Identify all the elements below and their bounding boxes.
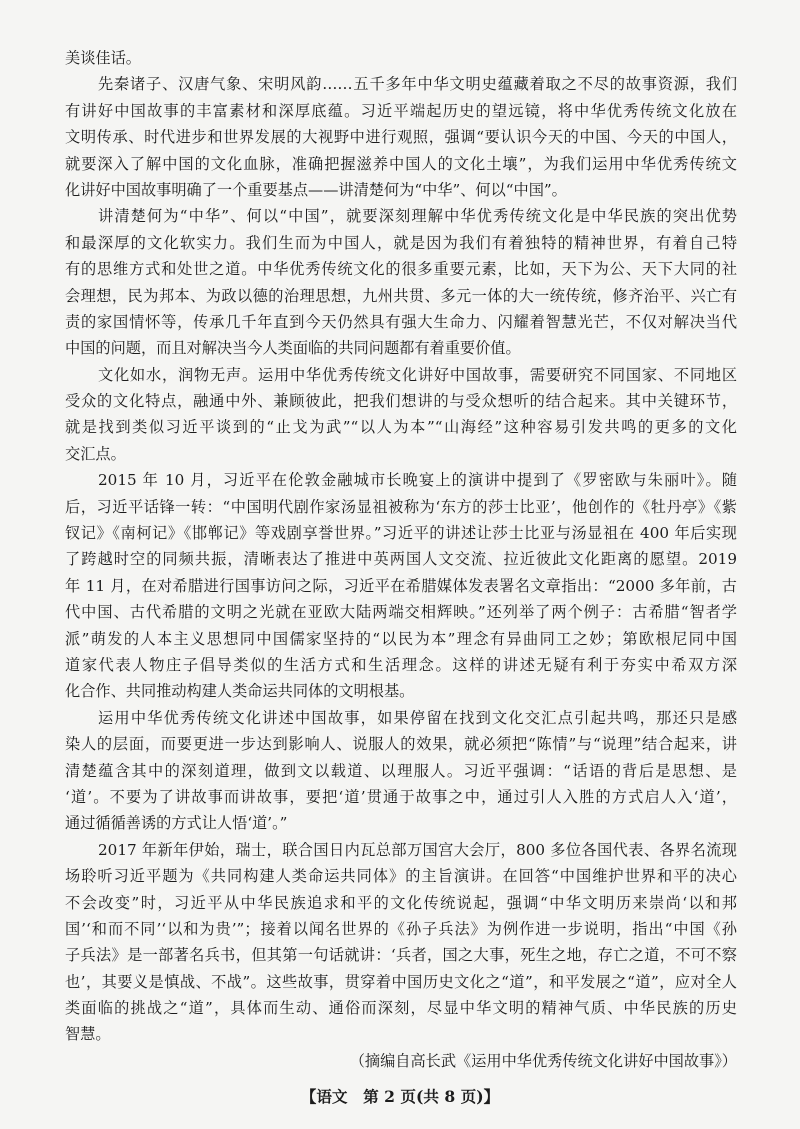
page-footer: 【语文 第 2 页(共 8 页)】 bbox=[300, 1087, 500, 1106]
text-line: 也’，其要义是慎战、不战”。这些故事，贯穿着中国历史文化之“道”，和平发展之“道”，应对全人 bbox=[65, 972, 737, 991]
text-line: 会理想，民为邦本、为政以德的治理思想，九州共贯、多元一体的大一统传统，修齐治平、兴亡有 bbox=[65, 286, 737, 305]
text-line: 类面临的挑战之“道”，具体而生动、通俗而深刻，尽显中华文明的精神气质、中华民族的历史 bbox=[65, 999, 737, 1018]
text-line: 染人的层面，而要更进一步达到影响人、说服人的效果，就必须把“陈情”与“说理”结合起来，讲 bbox=[65, 735, 737, 754]
source-citation: （摘编自高长武《运用中华优秀传统文化讲好中国故事》） bbox=[349, 1051, 737, 1070]
text-line: 后，习近平话锋一转：“中国明代剧作家汤显祖被称为‘东方的莎士比亚’，他创作的《牡丹亭》《紫 bbox=[65, 497, 737, 516]
text-line: 钗记》《南柯记》《邯郸记》等戏剧享誉世界。”习近平的讲述让莎士比亚与汤显祖在 400 年后实现 bbox=[65, 524, 737, 543]
text-line: 场聆听习近平题为《共同构建人类命运共同体》的主旨演讲。在回答“中国维护世界和平的决心 bbox=[65, 867, 737, 886]
text-line: 中国的问题，而且对解决当今人类面临的共同问题都有着重要价值。 bbox=[65, 339, 521, 358]
text-line: 了跨越时空的同频共振，清晰表达了推进中英两国人文交流、拉近彼此文化距离的愿望。2019 bbox=[65, 550, 737, 569]
text-line: 受众的文化特点，融通中外、兼顾彼此，把我们想讲的与受众想听的结合起来。其中关键环节， bbox=[65, 392, 737, 411]
paragraph bbox=[65, 71, 737, 203]
text-line: 子兵法》是一部著名兵书，但其第一句话就讲：‘兵者，国之大事，死生之地，存亡之道，不可不察 bbox=[65, 946, 737, 965]
paragraph bbox=[65, 203, 737, 361]
text-line: 运用中华优秀传统文化讲述中国故事，如果停留在找到文化交汇点引起共鸣，那还只是感 bbox=[98, 708, 737, 727]
paragraph bbox=[65, 837, 737, 1048]
text-line: 讲清楚何为“中华”、何以“中国”，就要深刻理解中华优秀传统文化是中华民族的突出优势 bbox=[98, 207, 737, 226]
text-line: 不会改变”时，习近平从中华民族追求和平的文化传统说起，强调“中华文明历来崇尚‘以和邦 bbox=[65, 893, 737, 912]
text-line: 智慧。 bbox=[65, 1025, 111, 1044]
text-line: 2015 年 10 月，习近平在伦敦金融城市长晚宴上的演讲中提到了《罗密欧与朱丽叶》。随 bbox=[98, 471, 737, 490]
text-line: 化讲好中国故事明确了一个重要基点——讲清楚何为“中华”、何以“中国”。 bbox=[65, 180, 567, 199]
text-line: 文化如水，润物无声。运用中华优秀传统文化讲好中国故事，需要研究不同国家、不同地区 bbox=[98, 365, 737, 384]
text-line: 年 11 月，在对希腊进行国事访问之际，习近平在希腊媒体发表署名文章指出：“2000 多年前，古 bbox=[65, 576, 737, 595]
text-line: 有的思维方式和处世之道。中华优秀传统文化的很多重要元素，比如，天下为公、天下大同的社 bbox=[65, 260, 737, 279]
paragraph bbox=[65, 362, 737, 468]
text-line: 和最深厚的文化软实力。我们生而为中国人，就是因为我们有着独特的精神世界，有着自己特 bbox=[65, 233, 737, 252]
paragraph bbox=[65, 705, 737, 837]
text-line: 文明传承、时代进步和世界发展的大视野中进行观照，强调“要认识今天的中国、今天的中国人， bbox=[65, 128, 737, 147]
text-line: ‘道’。不要为了讲故事而讲故事，要把‘道’贯通于故事之中，通过引人入胜的方式启人入‘道’， bbox=[65, 787, 737, 806]
text-line: 化合作、共同推动构建人类命运共同体的文明根基。 bbox=[65, 682, 415, 701]
text-line: 责的家国情怀等，传承几千年直到今天仍然具有强大生命力、闪耀着智慧光芒，不仅对解决当代 bbox=[65, 312, 737, 331]
text-line: 派”萌发的人本主义思想同中国儒家坚持的“以民为本”理念有异曲同工之妙；第欧根尼同中国 bbox=[65, 629, 737, 648]
article-body bbox=[65, 45, 737, 1074]
text-line: 先秦诸子、汉唐气象、宋明风韵……五千多年中华文明史蕴藏着取之不尽的故事资源，我们 bbox=[98, 75, 737, 94]
text-line: 通过循循善诱的方式让人悟‘道’。” bbox=[65, 814, 288, 833]
text-line: 道家代表人物庄子倡导类似的生活方式和生活理念。这样的讲述无疑有利于夯实中希双方深 bbox=[65, 655, 737, 674]
text-line: 就是找到类似习近平谈到的“止戈为武”“以人为本”“山海经”这种容易引发共鸣的更多的文化 bbox=[65, 418, 737, 437]
text-line: 清楚蕴含其中的深刻道理，做到文以载道、以理服人。习近平强调：“话语的背后是思想、是 bbox=[65, 761, 737, 780]
text-line: 就要深入了解中国的文化血脉，准确把握滋养中国人的文化土壤”，为我们运用中华优秀传统文 bbox=[65, 154, 737, 173]
text-line: 代中国、古代希腊的文明之光就在亚欧大陆两端交相辉映。”还列举了两个例子：古希腊“智者学 bbox=[65, 603, 737, 622]
paragraph bbox=[65, 467, 737, 705]
text-line: 2017 年新年伊始，瑞士，联合国日内瓦总部万国宫大会厅，800 多位各国代表、各界名流现 bbox=[98, 840, 737, 859]
text-line: 美谈佳话。 bbox=[65, 49, 141, 67]
text-line: 国’‘和而不同’‘以和为贵’”；接着以闻名世界的《孙子兵法》为例作进一步说明，指出“中国《孙 bbox=[65, 919, 737, 938]
paragraph bbox=[65, 45, 737, 71]
text-line: 有讲好中国故事的丰富素材和深厚底蕴。习近平端起历史的望远镜，将中华优秀传统文化放在 bbox=[65, 101, 737, 120]
text-line: 交汇点。 bbox=[65, 444, 126, 463]
